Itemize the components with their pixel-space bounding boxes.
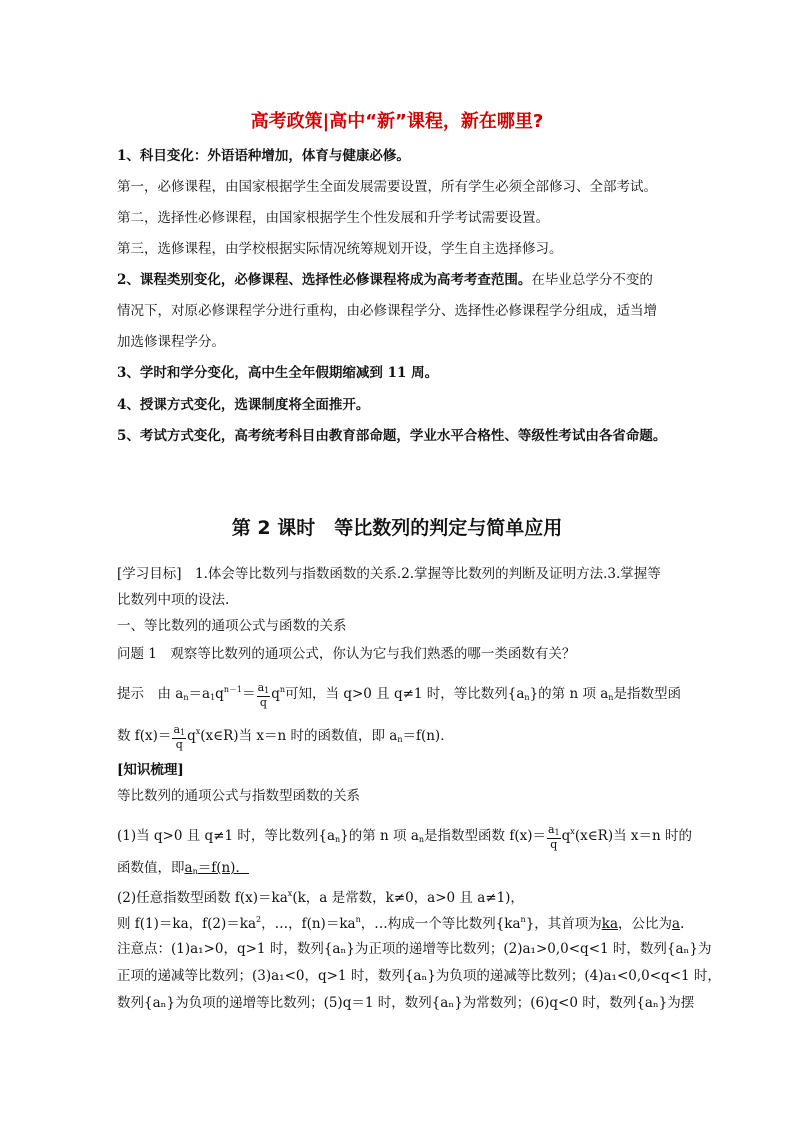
fraction-denominator: q <box>550 837 558 851</box>
ad-paragraph-4: 第三，选修课程，由学校根据实际情况统筹规划开设，学生自主选择修习。 <box>117 241 563 257</box>
k2-text-c: ＝f(n)． <box>197 860 249 876</box>
sup-x: x <box>195 727 201 736</box>
knowledge-heading: [知识梳理] <box>117 762 184 778</box>
fraction-denominator: q <box>175 737 183 751</box>
note-line-1: 注意点：(1)a₁>0，q>1 时，数列{aₙ}为正项的递增等比数列；(2)a₁>0,0<q<1 时，数列{aₙ}为 <box>117 941 712 957</box>
sup-x: x <box>570 827 575 836</box>
fraction-a1-over-q <box>547 824 561 850</box>
hint-text-h: 是指数型函 <box>613 686 681 702</box>
hint-text-e: q <box>271 686 280 702</box>
fraction-numerator-sub: 1 <box>264 685 270 695</box>
sub-n: n <box>183 693 189 702</box>
hint2-text-d: ＝f(n)． <box>402 728 454 744</box>
hint-text-c: q <box>215 686 224 702</box>
ad-paragraph-10: 5、考试方式变化，高考统考科目由教育部命题，学业水平合格性、等级性考试由各省命题。 <box>117 428 667 444</box>
knowledge-point-1-cont <box>117 858 687 882</box>
note-line-3: 数列{aₙ}为负项的递增等比数列；(5)q＝1 时，数列{aₙ}为常数列；(6)q<0 时，数列{aₙ}为摆 <box>117 995 695 1011</box>
section-heading-1: 一、等比数列的通项公式与函数的关系 <box>117 618 347 634</box>
hint-text-g: }的第 n 项 a <box>529 686 609 702</box>
hint2-text-a: 数 f(x)＝ <box>117 728 172 744</box>
hint-text-b: ＝a <box>188 686 211 702</box>
k4-text-f: ，公比为 <box>618 916 673 932</box>
fraction-numerator-sub: 1 <box>554 827 560 837</box>
learning-goals-line-1: [学习目标] 1.体会等比数列与指数函数的关系.2.掌握等比数列的判断及证明方法.3.掌握等 <box>117 566 661 582</box>
k2-text-a: 函数值，即 <box>117 860 185 876</box>
hint-line <box>117 680 687 708</box>
ad-paragraph-6: 情况下，对原必修课程学分进行重构，由必修课程学分、选择性必修课程学分组成，适当增 <box>117 303 657 319</box>
first-term-answer: ka <box>601 916 619 932</box>
ad-title: 高考政策|高中“新”课程，新在哪里? <box>250 111 544 132</box>
hint2-text-c: (x∈R)当 x＝n 时的函数值，即 a <box>200 728 398 744</box>
fraction-numerator: a <box>173 722 180 736</box>
ad-paragraph-5 <box>117 270 687 290</box>
sub-n: n <box>524 693 530 702</box>
ad-paragraph-7: 加选修课程学分。 <box>117 334 225 350</box>
sub-n: n <box>192 867 198 876</box>
hint2-text-b: q <box>187 728 196 744</box>
hint-text-f: 可知，当 q>0 且 q≠1 时，等比数列{a <box>285 686 525 702</box>
sup-n-minus-1: n－1 <box>223 685 243 694</box>
fraction-numerator: a <box>547 822 555 836</box>
sub-n: n <box>335 835 341 844</box>
hint-line-2 <box>117 722 687 750</box>
fraction-numerator: a <box>257 680 265 694</box>
ad-paragraph-3: 第二，选择性必修课程，由国家根据学生个性发展和升学考试需要设置。 <box>117 210 549 226</box>
sup-n: n <box>355 915 361 924</box>
sup-n: n <box>279 685 286 694</box>
k1-text-b: }的第 n 项 a <box>340 828 419 844</box>
k1-text-a: (1)当 q>0 且 q≠1 时，等比数列{a <box>117 828 336 844</box>
fraction-a1-over-q <box>257 682 271 708</box>
k3-text-b: (k，a 是常数，k≠0，a>0 且 a≠1)， <box>292 890 524 906</box>
ad-paragraph-5-bold: 2、课程类别变化，必修课程、选择性必修课程将成为高考考查范围。 <box>117 272 532 288</box>
k1-text-e: (x∈R)当 x＝n 时的 <box>574 828 693 844</box>
note-line-2: 正项的递减等比数列；(3)a₁<0，q>1 时，数列{aₙ}为负项的递减等比数列；(4)a₁<0,0<q<1 时， <box>117 968 721 984</box>
hint-text-d: ＝ <box>242 686 256 702</box>
sup-n: n <box>520 915 526 924</box>
underlined-answer <box>185 860 249 876</box>
ad-paragraph-9: 4、授课方式变化，选课制度将全面推开。 <box>117 397 370 413</box>
ad-paragraph-1: 1、科目变化：外语语种增加，体育与健康必修。 <box>117 148 410 164</box>
knowledge-point-1 <box>117 822 693 851</box>
k4-text-c: ，…构成一个等比数列{ka <box>360 916 521 932</box>
fraction-numerator-sub: 1 <box>180 727 186 737</box>
k4-text-d: }，其首项为 <box>525 916 602 932</box>
sup-x: x <box>287 889 293 898</box>
question-1: 问题 1 观察等比数列的通项公式，你认为它与我们熟悉的哪一类函数有关？ <box>117 646 576 662</box>
sub-n: n <box>608 693 614 702</box>
k4-text-h: . <box>680 916 685 932</box>
ad-paragraph-5-rest: 在毕业总学分不变的 <box>531 272 653 288</box>
k4-text-a: 则 f(1)＝ka，f(2)＝ka <box>117 916 256 932</box>
k1-text-c: 是指数型函数 f(x)＝ <box>424 828 546 844</box>
hint-text-a: 提示 由 a <box>117 686 184 702</box>
knowledge-point-2-cont <box>117 910 687 934</box>
lesson-heading: 第 2 课时 等比数列的判定与简单应用 <box>231 517 563 539</box>
ad-paragraph-2: 第一，必修课程，由国家根据学生全面发展需要设置，所有学生必须全部修习、全部考试。 <box>117 179 657 195</box>
fraction-a1-over-q <box>172 724 186 750</box>
learning-goals-line-2: 比数列中项的设法. <box>117 592 230 608</box>
fraction-denominator: q <box>259 695 267 709</box>
ad-paragraph-8: 3、学时和学分变化，高中生全年假期缩减到 11 周。 <box>117 365 439 381</box>
sub-1: 1 <box>210 693 216 702</box>
k2-text-b: a <box>184 860 193 876</box>
sup-2: 2 <box>256 915 262 924</box>
knowledge-title: 等比数列的通项公式与指数型函数的关系 <box>117 788 360 804</box>
k3-text-a: (2)任意指数型函数 f(x)＝ka <box>117 890 288 906</box>
ratio-answer: a <box>672 916 681 932</box>
k1-text-d: q <box>561 828 571 844</box>
knowledge-point-2 <box>117 884 687 908</box>
sub-n: n <box>418 835 425 844</box>
sub-n: n <box>397 735 403 744</box>
k4-text-b: ，…，f(n)＝ka <box>261 916 356 932</box>
